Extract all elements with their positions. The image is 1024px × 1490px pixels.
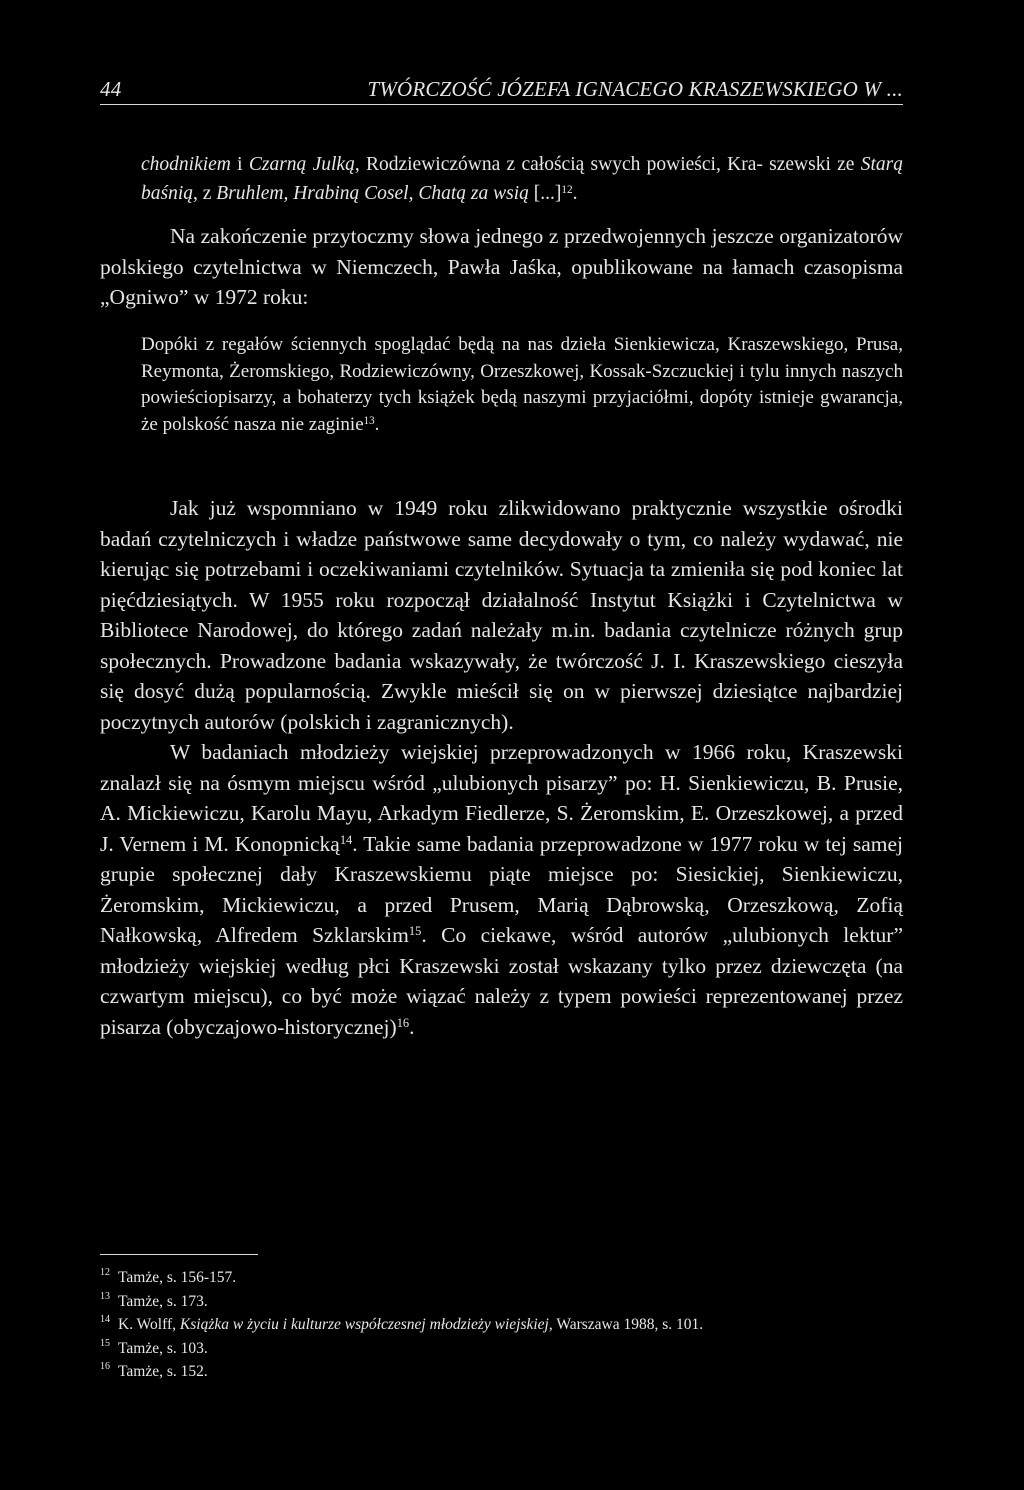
footnote-ref: 12 xyxy=(561,183,573,196)
footnotes xyxy=(100,1266,903,1384)
text-span: , Warszawa 1988, s. 101. xyxy=(548,1316,704,1333)
footnote-divider xyxy=(100,1254,258,1255)
footnote-number-text: 12 xyxy=(100,1267,110,1278)
footnote xyxy=(100,1290,903,1314)
footnote-number-text: 14 xyxy=(100,1314,110,1325)
text-span: . xyxy=(409,1014,415,1039)
footnote-ref: 14 xyxy=(339,832,353,847)
text-span: K. Wolff, xyxy=(118,1316,180,1333)
block-quote-text xyxy=(141,332,903,438)
footnote-text: Tamże, s. 103. xyxy=(118,1339,208,1357)
paragraph-text: Jak już wspomniano w 1949 roku zlikwidowano praktycznie wszystkie ośrodki badań czytelniczych i władze państwowe same decydowały o tym, co należy wydawać, nie kierując się potrzebami i oczekiwaniami czytelników. Sytuacja ta zmieniła się pod koniec lat pięćdziesiątych. W 1955 roku rozpoczął działalność Instytut Książki i Czytelnictwa w Bibliotece Narodowej, do którego zadań należały m.in. badania czytelnicze różnych grup społecznych. Prowadzone badania wskazywały, że twórczość J. I. Kraszewskiego cieszyła się dosyć dużą popularnością. Zwykle mieścił się on w pierwszej dziesiątce najbardziej poczytnych autorów (polskich i zagranicznych). xyxy=(100,496,903,734)
title-italic: Książka w życiu i kulturze współczesnej młodzieży wiejskiej xyxy=(179,1316,549,1333)
running-title: TWÓRCZOŚĆ JÓZEFA IGNACEGO KRASZEWSKIEGO W ... xyxy=(367,77,903,101)
title-italic: Starą baśnią xyxy=(141,154,903,204)
paragraph-text: Na zakończenie przytoczmy słowa jednego z przedwojennych jeszcze organizatorów polskiego czytelnictwa w Niemczech, Pawła Jaśka, opublikowane na łamach czasopisma „Ogniwo” w 1972 roku: xyxy=(100,224,903,309)
running-header xyxy=(100,76,903,105)
footnote-number xyxy=(100,1360,118,1384)
text-span: , z xyxy=(193,183,217,204)
footnote xyxy=(100,1313,903,1337)
footnote-number xyxy=(100,1266,118,1290)
title-italic: Czarną Julką xyxy=(248,154,355,175)
text-span: . Co ciekawe, wśród autorów „ulubionych lektur” młodzieży wiejskiej według płci Kraszewski został wskazany tylko przez dziewczęta (na czwartym miejscu), co być może wiązać należy z typem powieści reprezentowanej przez pisarza (obyczajowo-historycznej) xyxy=(100,923,903,1039)
title-italic: chodnikiem xyxy=(141,154,231,175)
text-span: Dopóki z regałów ściennych spoglądać będą na nas dzieła Sienkiewicza, Kraszewskiego, Prusa, Reymonta, Żeromskiego, Rodziewiczówny, Orzeszkowej, Kossak-Szczuckiej i tylu innych naszych powieściopisarzy, a bohaterzy tych książek będą naszymi przyjaciółmi, dopóty istnieje gwarancja, że polskość nasza nie zaginie xyxy=(141,334,903,435)
text-span: . xyxy=(572,183,578,204)
footnote-text: Tamże, s. 152. xyxy=(118,1363,208,1380)
text-span: , Rodziewiczówna z całością swych powieści, Kra- xyxy=(354,154,763,175)
quote-continuation xyxy=(141,150,903,208)
main-paragraphs xyxy=(100,493,903,1042)
footnote-text: Tamże, s. 173. xyxy=(118,1292,208,1310)
footnote xyxy=(100,1266,903,1290)
text-span: szewski ze xyxy=(769,154,861,175)
title-italic: Bruhlem, Hrabiną Cosel, Chatą za wsią xyxy=(216,183,529,204)
footnote-number xyxy=(100,1290,118,1314)
footnote xyxy=(100,1337,903,1361)
footnote-number-text: 13 xyxy=(100,1290,110,1302)
text-span: . xyxy=(374,413,380,435)
footnote-number-text: 15 xyxy=(100,1337,110,1349)
quote-continuation-text xyxy=(141,150,903,208)
footnote-number xyxy=(100,1313,118,1337)
block-quote xyxy=(141,332,903,438)
footnote-text xyxy=(118,1313,703,1337)
footnote-ref: 13 xyxy=(363,414,375,427)
main-paragraph-1 xyxy=(100,221,903,313)
footnote-text: Tamże, s. 156-157. xyxy=(118,1269,237,1286)
text-span: [...] xyxy=(528,183,562,204)
text-span: i xyxy=(230,154,249,175)
footnote-number-text: 16 xyxy=(100,1361,110,1372)
page-number: 44 xyxy=(100,77,122,101)
text-span: W badaniach młodzieży wiejskiej przeprowadzonych w 1966 roku, Kraszewski znalazł się na ósmym miejscu wśród „ulubionych pisarzy” po: H. Sienkiewiczu, B. Prusie, A. Mickiewiczu, Karolu Mayu, Arkadym Fiedlerze, S. Żeromskim, E. Orzeszkowej, a przed J. Vernem i M. Konopnicką xyxy=(100,740,903,856)
text-span: . Takie same badania przeprowadzone w 1977 roku w tej samej grupie społecznej dały Kraszewskiemu piąte miejsce po: Siesickiej, Sienkiewiczu, Żeromskim, Mickiewiczu, a przed Prusem, Marią Dąbrowską, Orzeszkową, Zofią Nałkowską, Alfredem Szklarskim xyxy=(100,831,903,947)
footnote-ref: 16 xyxy=(396,1015,410,1030)
footnote xyxy=(100,1360,903,1384)
footnote-number xyxy=(100,1337,118,1361)
paragraph-text xyxy=(100,737,903,1042)
footnote-ref: 15 xyxy=(408,924,422,939)
